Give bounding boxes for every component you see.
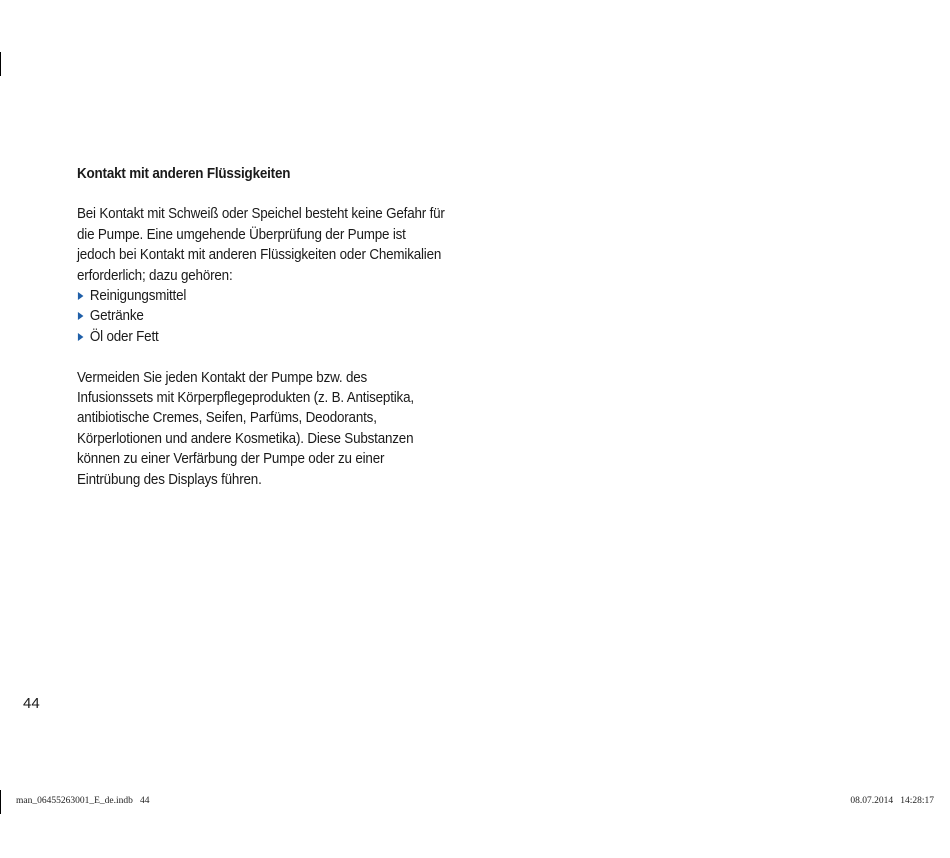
list-item-label: Reinigungsmittel [89,288,187,305]
list-item-label: Getränke [89,308,144,325]
warning-paragraph: Vermeiden Sie jeden Kontakt der Pumpe bzw. des Infusionssets mit Körperpflegeprodukten (z. B. Antiseptika, antibiotische Cremes, Seifen, Parfüms, Deodorants, Körperlotionen und andere Kosmetika). Diese Substanzen können zu einer Verfärbung der Pumpe oder zu einer Eintrübung des Displays führen. [77,369,414,488]
section-heading: Kontakt mit anderen Flüssigkeiten [77,166,291,182]
list-item [77,286,445,306]
print-slug-datetime: 08.07.2014 14:28:17 [850,796,934,806]
crop-mark-bottom [0,790,1,814]
content-block [77,164,445,490]
triangle-right-icon [78,333,84,341]
list-item-label: Öl oder Fett [89,328,159,345]
crop-mark-top [0,52,1,76]
list-item [77,327,445,347]
triangle-right-icon [78,292,84,300]
bullet-list [77,286,445,347]
list-item [77,306,445,326]
intro-paragraph: Bei Kontakt mit Schweiß oder Speichel besteht keine Gefahr für die Pumpe. Eine umgehende Überprüfung der Pumpe ist jedoch bei Kontakt mit anderen Flüssigkeiten oder Chemikalien erforderlich; dazu gehören: [77,206,445,284]
print-slug-file: man_06455263001_E_de.indb 44 [16,796,150,806]
triangle-right-icon [78,312,84,320]
page-number: 44 [23,695,40,712]
